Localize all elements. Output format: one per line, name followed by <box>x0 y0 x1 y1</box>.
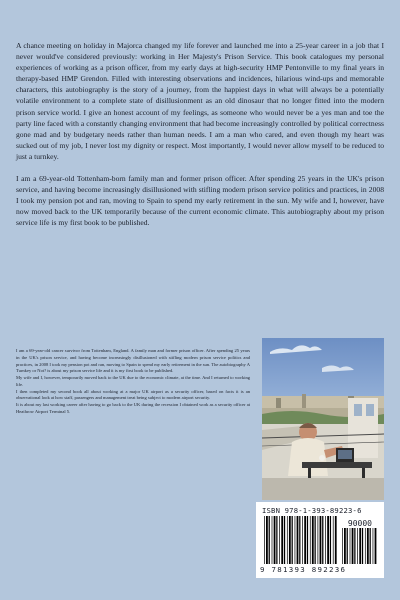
blurb-paragraph-2: I am a 69-year-old Tottenham-born family man and former prison officer. After spending 25 years in the UK's prison service, and having become increasingly disillusioned with stifling modern prison service politics and practices, in 2008 I took my pension pot and ran, moving to Spain to spend my early retirement in the sun. My wife and I, however, have now moved back to the UK temporarily because of the current economic climate. This autobiography about my prison service life is my first book to be published. <box>16 174 384 228</box>
barcode-stripe <box>276 516 277 564</box>
bio-paragraph-2: My wife and I, however, temporarily moved back to the UK due to the economic climate, at the time. And I returned to working life. <box>16 375 250 387</box>
barcode-stripe <box>357 528 358 564</box>
barcode-stripe <box>344 528 346 564</box>
author-photo-image <box>262 338 384 500</box>
bio-paragraph-3: I then completed my second book all about working at a major UK airport as a security officer, based on facts it is an observational look at how staff, passengers and management treat being subject to modern airport security. <box>16 388 250 401</box>
barcode-stripe <box>310 516 311 564</box>
author-photo <box>262 338 384 500</box>
barcode-stripe <box>342 528 343 564</box>
barcode-stripe <box>350 528 351 564</box>
barcode-stripe <box>307 516 308 564</box>
barcode-stripe <box>335 516 337 564</box>
barcode-stripe <box>347 528 348 564</box>
barcode-stripe <box>269 516 270 564</box>
barcode-stripe <box>274 516 276 564</box>
barcode-stripe <box>281 516 283 564</box>
barcode-stripe <box>352 528 354 564</box>
author-bio <box>16 348 250 416</box>
barcode-stripe <box>295 516 296 564</box>
bio-paragraph-1: I am a 69-year-old cancer survivor from Tottenham, England. A family man and former prison officer. After spending 25 years in the UK's prison service, and having become increasingly disillusioned with stifling modern prison service politics and practices, in 2008 I took my pension pot and ran, moving to Spain to spend my early retirement in the sun. The autobiography A Turnkey or Not? is about my prison service life and it is my first book to be published. <box>16 348 250 374</box>
barcode-stripe <box>284 516 285 564</box>
barcode-stripe <box>302 516 303 564</box>
barcode-stripe <box>354 528 355 564</box>
barcode-stripe <box>304 516 306 564</box>
back-cover-blurb <box>16 40 384 240</box>
barcode-stripe <box>279 516 280 564</box>
barcode-stripe <box>264 516 265 564</box>
bio-paragraph-4: It is about my last working career after having to go back to the UK during the recession I obtained work as a security officer at Heathrow Airport Terminal 5. <box>16 402 250 414</box>
barcode-stripe <box>272 516 273 564</box>
barcode-stripe <box>266 516 268 564</box>
barcode-stripe <box>315 516 316 564</box>
barcode-stripe <box>287 516 288 564</box>
barcode-stripe <box>367 528 369 564</box>
barcode-stripe <box>320 516 322 564</box>
barcode-stripe <box>325 516 326 564</box>
barcode-stripe <box>375 528 377 564</box>
barcode-stripe <box>359 528 361 564</box>
barcode-stripe <box>292 516 293 564</box>
barcode-stripe <box>330 516 331 564</box>
barcode-stripe <box>312 516 314 564</box>
barcode-stripe <box>373 528 374 564</box>
barcode-stripe <box>362 528 363 564</box>
blurb-paragraph-1: A chance meeting on holiday in Majorca changed my life forever and launched me into a 25-year career in a job that I never would've considered previously: working in Her Majesty's Prison Service. This book catalogues my personal experiences of working as a prison officer, from my early days at high-security HMP Pentonville to my final years in therapy-based HMP Grendon. Filled with interesting observations and incidences, hilarious wind-ups and memorable characters, this autobiography is the story of a journey, from the happiest days in what will always be a potentially volatile environment to a complete state of disillusionment as an old dinosaur that no longer fitted into the modern prison service world. I give an honest account of my feelings, as someone who would never be a yes man and toe the party line faced with a constantly changing environment that had become increasingly controlled by political correctness gone mad and by budgetary needs rather than human needs. I am a man who cared, and even though my heart was sucked out of my job, I never lost my dignity or respect. Most importantly, I would never allow myself to be reduced to just a turnkey. <box>16 41 384 161</box>
barcode-stripe <box>289 516 291 564</box>
barcode-stripe <box>318 516 319 564</box>
price-code: 90000 <box>347 519 372 528</box>
isbn-barcode-box <box>256 502 384 578</box>
barcode-stripe <box>327 516 329 564</box>
barcode-stripe <box>322 516 323 564</box>
barcode-stripe <box>365 528 366 564</box>
barcode-stripe <box>370 528 371 564</box>
barcode-digits: 9 781393 892236 <box>260 565 347 574</box>
barcode-stripe <box>299 516 300 564</box>
isbn-text: ISBN 978-1-393-89223-6 <box>262 506 362 515</box>
barcode-stripe <box>333 516 334 564</box>
barcode-stripe <box>297 516 299 564</box>
